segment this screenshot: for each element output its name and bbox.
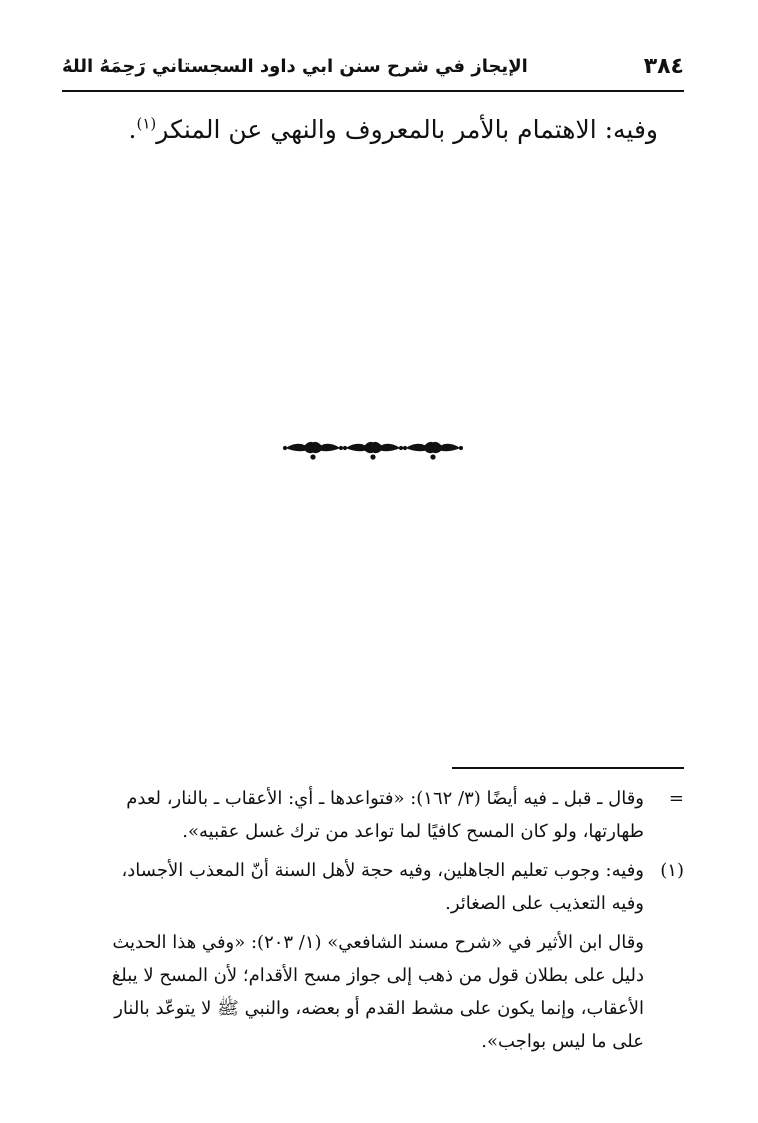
- running-title: الإيجاز في شرح سنن ابي داود السجستاني رَحِمَهُ اللهُ: [62, 56, 528, 77]
- section-divider-ornament: [283, 434, 463, 464]
- footnote-line: طهارتها، ولو كان المسح كافيًا لما تواعد من ترك غسل عقبيه».: [182, 821, 644, 842]
- footnote-line: على ما ليس بواجب».: [481, 1031, 644, 1052]
- ornament-motif: [284, 442, 343, 459]
- page-header: [62, 48, 684, 88]
- main-text-body: وفيه: الاهتمام بالأمر بالمعروف والنهي عن المنكر: [156, 115, 658, 144]
- footnote-1-continued: [62, 926, 684, 1058]
- footnote-continuation-marker: =: [668, 788, 684, 809]
- footnote-separator: [452, 767, 684, 769]
- ornament-motif: [344, 442, 403, 459]
- main-text: [98, 108, 658, 152]
- footnote-line: وفيه التعذيب على الصغائر.: [445, 893, 644, 914]
- footnote-line: وفيه: وجوب تعليم الجاهلين، وفيه حجة لأهل السنة أنّ المعذب الأجساد،: [121, 860, 644, 881]
- main-text-period: .: [128, 115, 137, 144]
- page-number: ٣٨٤: [643, 54, 684, 79]
- ornament-motif: [404, 442, 463, 459]
- footnote-reference: (١): [136, 114, 157, 133]
- footnotes-area: [62, 782, 684, 1064]
- footnote-1-marker: (١): [660, 860, 684, 881]
- footnote-continuation: [62, 782, 684, 848]
- header-rule: [62, 90, 684, 92]
- footnote-line: وقال ابن الأثير في «شرح مسند الشافعي» (١/ ٢٠٣): «وفي هذا الحديث: [112, 932, 644, 953]
- footnote-line: الأعقاب، وإنما يكون على مشط القدم أو بعضه، والنبي ﷺ لا يتوعّد بالنار: [114, 998, 644, 1019]
- footnote-line: وقال ـ قبل ـ فيه أيضًا (٣/ ١٦٢): «فتواعدها ـ أي: الأعقاب ـ بالنار، لعدم: [126, 788, 644, 809]
- footnote-1: [62, 854, 684, 920]
- footnote-line: دليل على بطلان قول من ذهب إلى جواز مسح الأقدام؛ لأن المسح لا يبلغ: [111, 965, 644, 986]
